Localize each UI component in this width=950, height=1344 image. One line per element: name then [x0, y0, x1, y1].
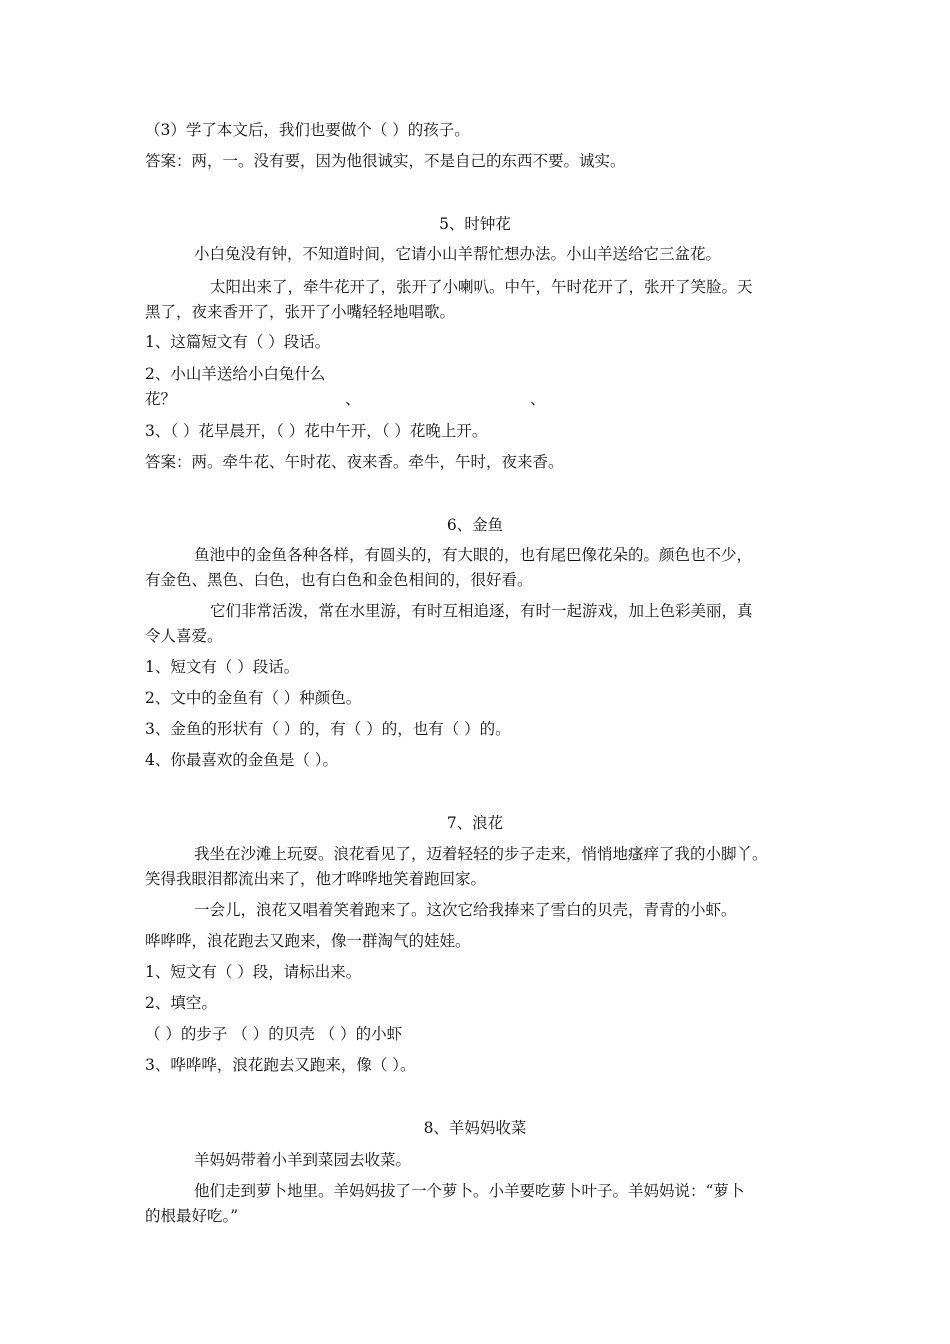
- paragraph: 羊妈妈带着小羊到菜园去收菜。: [194, 1151, 412, 1169]
- paragraph: 有金色、黑色、白色，也有白色和金色相间的，很好看。: [145, 571, 533, 589]
- question-text: 1、短文有（ ）段话。: [145, 658, 300, 676]
- paragraph: 笑得我眼泪都流出来了，他才哗哗地笑着跑回家。: [145, 870, 487, 888]
- section-title: 7、浪花: [446, 814, 504, 832]
- paragraph: 鱼池中的金鱼各种各样，有圆头的，有大眼的，也有尾巴像花朵的。颜色也不少，: [194, 546, 753, 564]
- question-text: 2、小山羊送给小白兔什么: [145, 365, 326, 383]
- answer-text: 答案：两，一。没有要，因为他很诚实，不是自己的东西不要。诚实。: [145, 152, 626, 170]
- question-text: 花？: [145, 390, 177, 408]
- paragraph: 哗哗哗，浪花跑去又跑来，像一群淘气的娃娃。: [145, 932, 471, 950]
- question-text: 2、填空。: [145, 994, 217, 1012]
- question-text: 4、你最喜欢的金鱼是（ ）。: [145, 751, 339, 769]
- paragraph: 黑了，夜来香开了，张开了小嘴轻轻地唱歌。: [145, 303, 456, 321]
- question-text: 3、哗哗哗，浪花跑去又跑来，像（ ）。: [145, 1056, 416, 1074]
- question-text: 3、金鱼的形状有（ ）的，有（ ）的，也有（ ）的。: [145, 720, 511, 738]
- paragraph: 的根最好吃。”: [145, 1207, 239, 1225]
- question-text: 3、（ ）花早晨开，（ ）花中午开，（ ）花晚上开。: [145, 422, 488, 440]
- section-title: 6、金鱼: [446, 516, 504, 534]
- section-title: 8、羊妈妈收菜: [423, 1119, 527, 1137]
- question-text: 1、这篇短文有（ ）段话。: [145, 333, 331, 351]
- paragraph: 小白兔没有钟，不知道时间，它请小山羊帮忙想办法。小山羊送给它三盆花。: [194, 245, 722, 263]
- section-title: 5、时钟花: [439, 215, 511, 233]
- paragraph: 他们走到萝卜地里。羊妈妈拔了一个萝卜。小羊要吃萝卜叶子。羊妈妈说：“萝卜: [194, 1182, 745, 1200]
- question-text: （ ）的步子 （ ）的贝壳 （ ）的小虾: [145, 1025, 403, 1043]
- question-text: 1、短文有（ ）段，请标出来。: [145, 963, 362, 981]
- paragraph: 太阳出来了，牵牛花开了，张开了小喇叭。中午，午时花开了，张开了笑脸。天: [210, 278, 753, 296]
- question-text: （3）学了本文后，我们也要做个（ ）的孩子。: [145, 121, 470, 139]
- paragraph: 一会儿，浪花又唱着笑着跑来了。这次它给我捧来了雪白的贝壳，青青的小虾。: [194, 901, 737, 919]
- paragraph: 我坐在沙滩上玩耍。浪花看见了，迈着轻轻的步子走来，悄悄地瘙痒了我的小脚丫。: [194, 845, 768, 863]
- answer-text: 答案：两。牵牛花、午时花、夜来香。牵牛，午时，夜来香。: [145, 453, 564, 471]
- fill-separator: 、: [345, 390, 361, 408]
- question-text: 2、文中的金鱼有（ ）种颜色。: [145, 689, 362, 707]
- paragraph: 令人喜爱。: [145, 627, 223, 645]
- paragraph: 它们非常活泼，常在水里游，有时互相追逐，有时一起游戏，加上色彩美丽，真: [210, 602, 753, 620]
- fill-separator: 、: [530, 390, 546, 408]
